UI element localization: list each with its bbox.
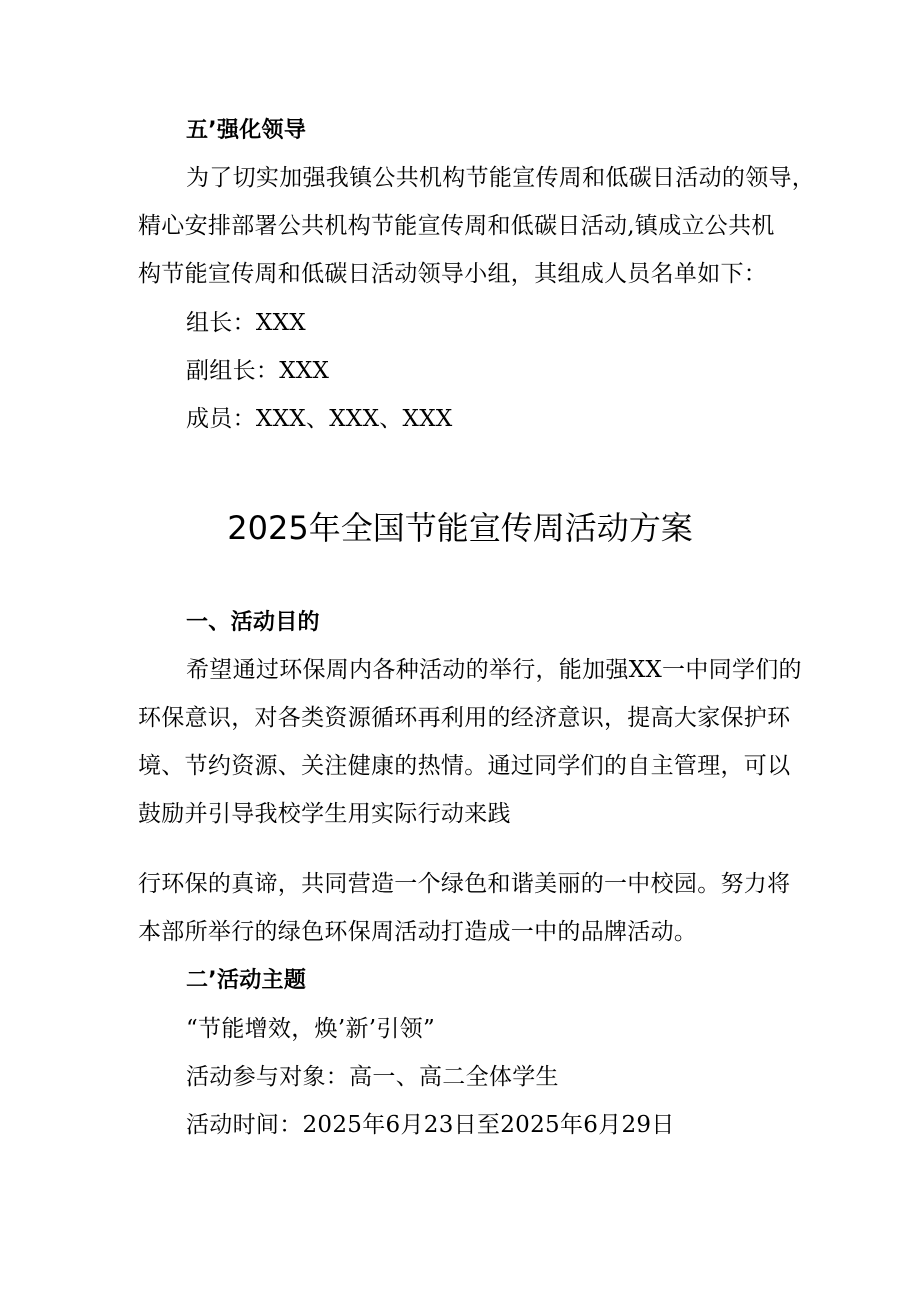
section5-para-line-2: 精心安排部署公共机构节能宣传周和低碳日活动,镇成立公共机 — [138, 213, 775, 239]
leader-line: 组长：XXX — [186, 310, 306, 336]
slogan-line: “节能增效，焕’新’引领” — [186, 1016, 436, 1042]
participants-line: 活动参与对象：高一、高二全体学生 — [186, 1064, 559, 1090]
section1-heading: 一、活动目的 — [186, 610, 320, 635]
section1-para-line-3: 境、节约资源、关注健康的热情。通过同学们的自主管理，可以 — [138, 753, 791, 779]
section5-para-line-3: 构节能宣传周和低碳日活动领导小组，其组成人员名单如下： — [138, 261, 768, 287]
section5-para-line-1: 为了切实加强我镇公共机构节能宣传周和低碳日活动的领导， — [186, 165, 816, 191]
deputy-leader-line: 副组长：XXX — [186, 358, 330, 384]
section1-para-line-6: 本部所举行的绿色环保周活动打造成一中的品牌活动。 — [138, 919, 698, 945]
section5-heading: 五’强化领导 — [186, 118, 307, 143]
section1-para-line-2: 环保意识，对各类资源循环再利用的经济意识，提高大家保护环 — [138, 705, 791, 731]
section1-para-line-4: 鼓励并引导我校学生用实际行动来践 — [138, 801, 511, 827]
members-line: 成员：XXX、XXX、XXX — [186, 406, 453, 432]
section1-para-line-1: 希望通过环保周内各种活动的举行，能加强XX一中同学们的 — [186, 657, 802, 683]
section1-para-line-5: 行环保的真谛，共同营造一个绿色和谐美丽的一中校园。努力将 — [138, 871, 791, 897]
activity-time-line: 活动时间：2025年6月23日至2025年6月29日 — [186, 1112, 675, 1138]
section2-heading: 二’活动主题 — [186, 968, 307, 993]
page-title: 2025年全国节能宣传周活动方案 — [227, 509, 693, 547]
